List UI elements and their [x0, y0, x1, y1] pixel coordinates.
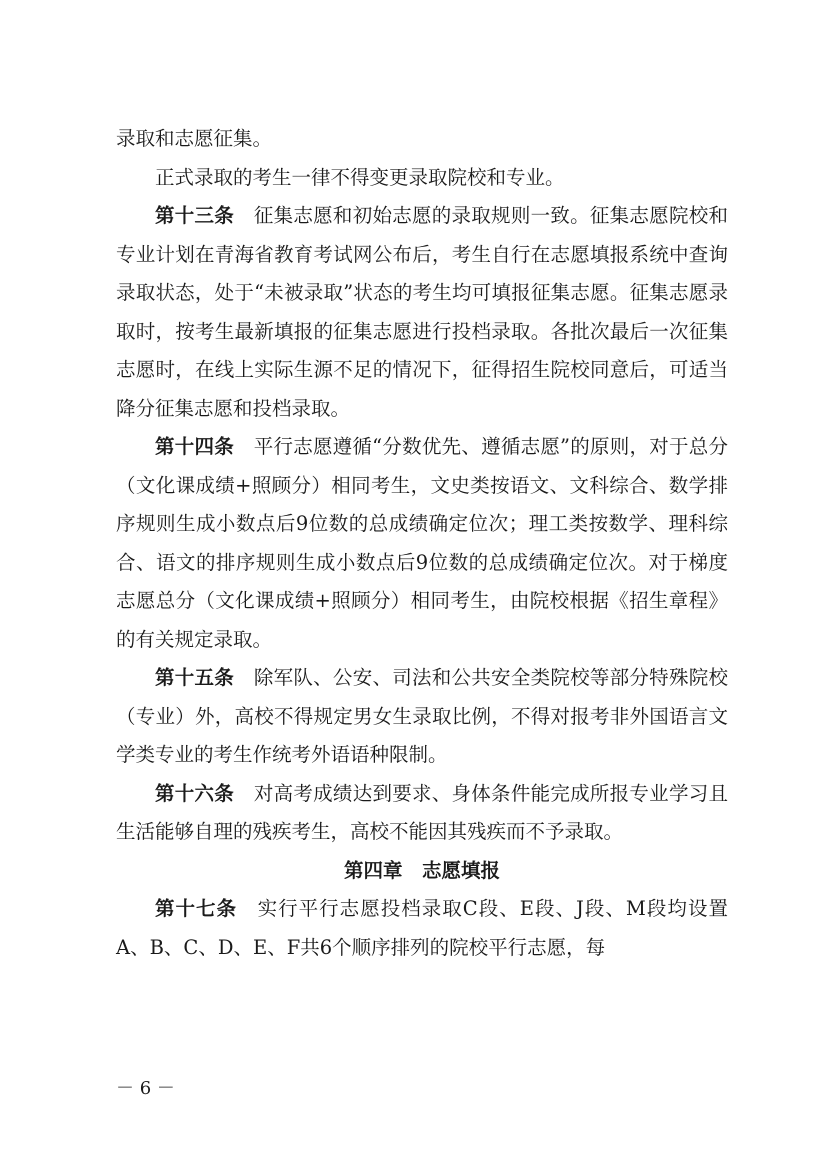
article-16-text: 对高考成绩达到要求、身体条件能完成所报专业学习且生活能够自理的残疾考生，高校不能因其残疾而不予录取。	[116, 781, 728, 843]
article-14	[116, 428, 728, 659]
article-13-text: 征集志愿和初始志愿的录取规则一致。征集志愿院校和专业计划在青海省教育考试网公布后，考生自行在志愿填报系统中查询录取状态，处于“未被录取”状态的考生均可填报征集志愿。征集志愿录取时，按考生最新填报的征集志愿进行投档录取。各批次最后一次征集志愿时，在线上实际生源不足的情况下，征得招生院校同意后，可适当降分征集志愿和投档录取。	[116, 204, 728, 420]
page-number: － 6 －	[116, 1078, 175, 1099]
article-14-text: 平行志愿遵循“分数优先、遵循志愿”的原则，对于总分（文化课成绩+照顾分）相同考生，文史类按语文、文科综合、数学排序规则生成小数点后9位数的总成绩确定位次；理工类按数学、理科综合、语文的排序规则生成小数点后9位数的总成绩确定位次。对于梯度志愿总分（文化课成绩+照顾分）相同考生，由院校根据《招生章程》的有关规定录取。	[116, 435, 728, 651]
article-16-heading: 第十六条	[155, 781, 235, 805]
article-13	[116, 197, 728, 428]
article-17-text: 实行平行志愿投档录取C段、E段、J段、M段均设置A、B、C、D、E、F共6个顺序排列的院校平行志愿，每	[116, 897, 728, 959]
article-15-text: 除军队、公安、司法和公共安全类院校等部分特殊院校（专业）外，高校不得规定男女生录取比例，不得对报考非外国语言文学类专业的考生作统考外语语种限制。	[116, 666, 728, 766]
chapter-title: 第四章 志愿填报	[343, 858, 500, 882]
article-16	[116, 775, 728, 852]
article-13-heading: 第十三条	[155, 204, 235, 227]
article-17-heading: 第十七条	[155, 897, 238, 920]
paragraph-0: 录取和志愿征集。	[116, 127, 273, 150]
paragraph-1: 正式录取的考生一律不得变更录取院校和专业。	[155, 165, 565, 189]
article-17	[116, 890, 728, 967]
body-text	[116, 120, 728, 967]
article-14-heading: 第十四条	[155, 435, 234, 458]
article-15-heading: 第十五条	[155, 666, 235, 689]
article-15	[116, 659, 728, 775]
